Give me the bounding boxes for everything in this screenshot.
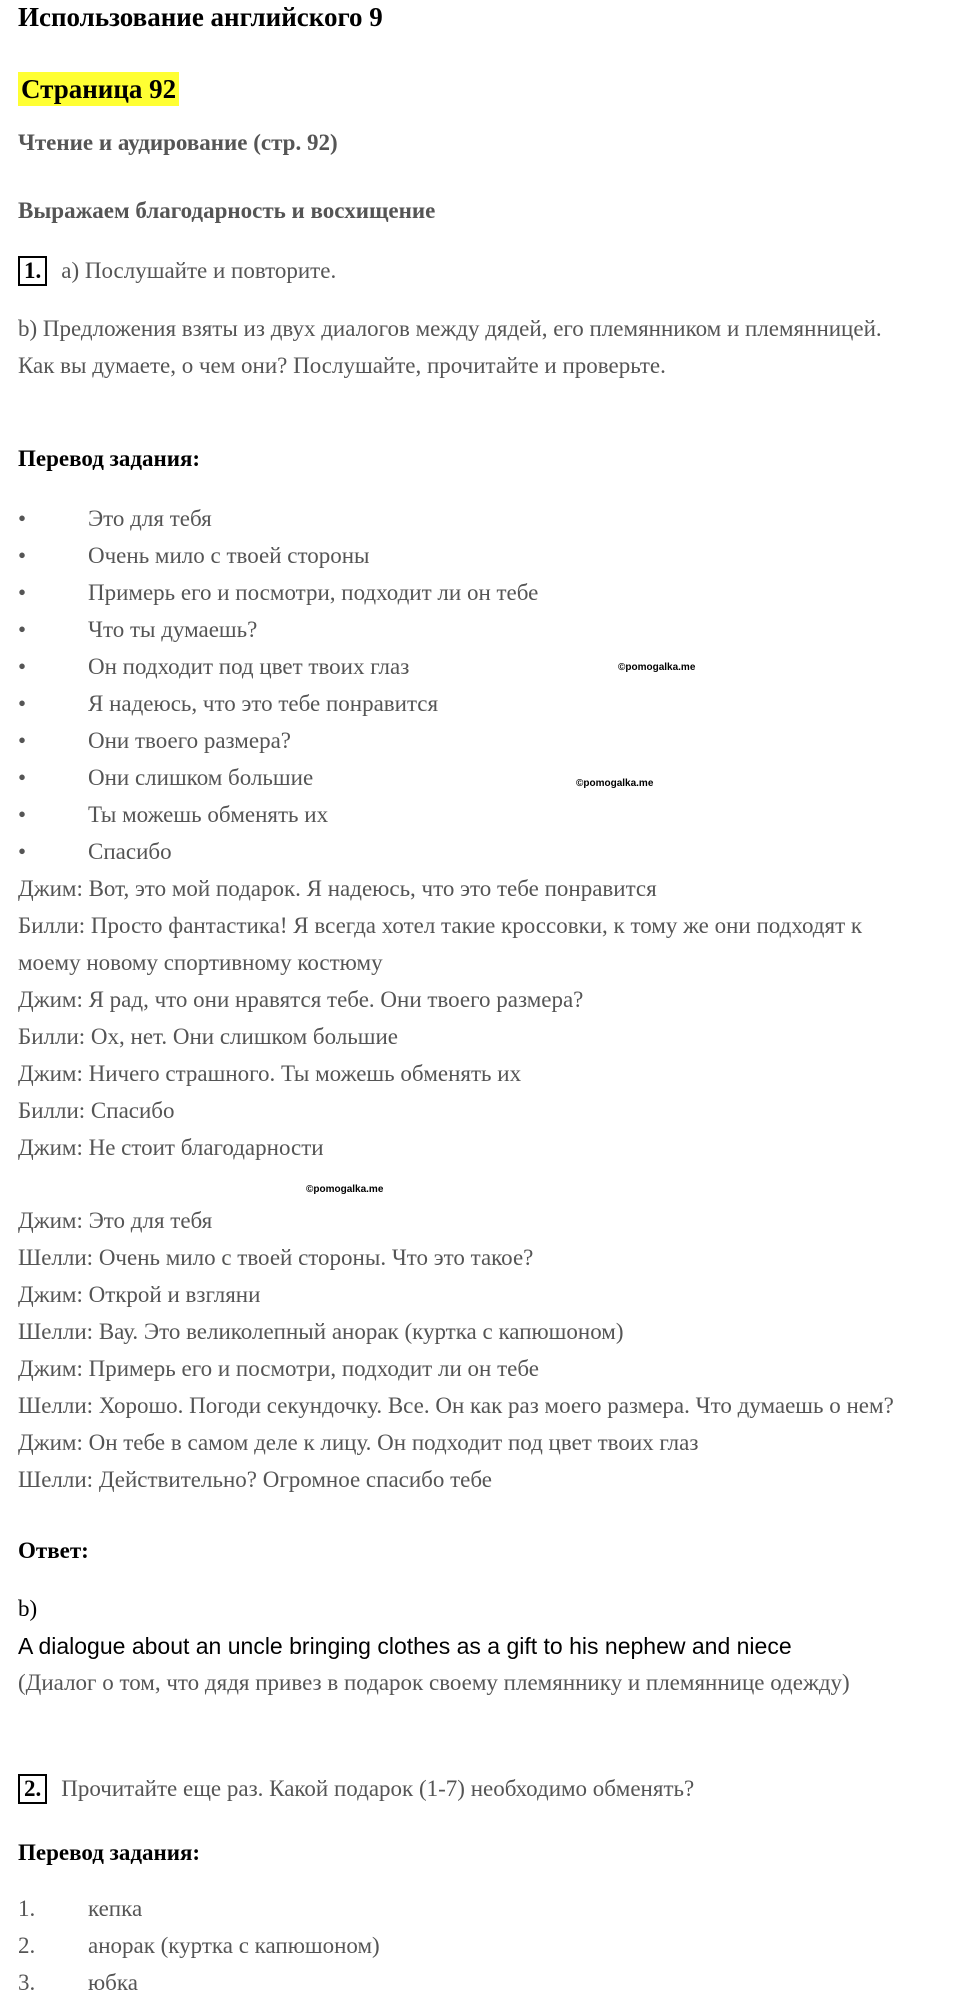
list-item: • Он подходит под цвет твоих глаз (18, 654, 410, 679)
list-item: • Они слишком большие (18, 765, 314, 790)
dialog-line: Джим: Это для тебя (18, 1208, 213, 1233)
dialog-line: Джим: Открой и взгляни (18, 1282, 261, 1307)
dialog-line: Джим: Ничего страшного. Ты можешь обменять их (18, 1061, 522, 1086)
exercise-2-header (18, 1774, 694, 1804)
gift-list (18, 1890, 380, 2001)
list-item: 1. кепка (18, 1896, 143, 1921)
page-label: Страница 92 (18, 72, 179, 106)
list-item: 2. анорак (куртка с капюшоном) (18, 1933, 380, 1958)
dialog-2 (18, 1202, 923, 1498)
dialog-line: Шелли: Вау. Это великолепный анорак (куртка с капюшоном) (18, 1319, 624, 1344)
dialog-line: Джим: Вот, это мой подарок. Я надеюсь, что это тебе понравится (18, 876, 657, 901)
list-item: • Примерь его и посмотри, подходит ли он тебе (18, 580, 539, 605)
dialog-line: Шелли: Очень мило с твоей стороны. Что это такое? (18, 1245, 534, 1270)
list-item: • Они твоего размера? (18, 728, 291, 753)
dialog-line: Джим: Он тебе в самом деле к лицу. Он подходит под цвет твоих глаз (18, 1430, 699, 1455)
exercise-1-number: 1. (18, 256, 47, 286)
list-item: • Ты можешь обменять их (18, 802, 329, 827)
translation-heading-2: Перевод задания: (18, 1840, 201, 1865)
answer-russian: (Диалог о том, что дядя привез в подарок своему племяннику и племяннице одежду) (18, 1670, 850, 1695)
section-heading: Чтение и аудирование (стр. 92) (18, 130, 338, 155)
dialog-line: Шелли: Хорошо. Погоди секундочку. Все. Он как раз моего размера. Что думаешь о нем? (18, 1393, 894, 1418)
watermark: ©pomogalka.me (576, 778, 654, 789)
answer-heading: Ответ: (18, 1538, 89, 1563)
dialog-line: Джим: Я рад, что они нравятся тебе. Они твоего размера? (18, 987, 584, 1012)
dialog-line: Джим: Примерь его и посмотри, подходит ли он тебе (18, 1356, 539, 1381)
dialog-line: Билли: Ох, нет. Они слишком большие (18, 1024, 399, 1049)
dialog-line: Джим: Не стоит благодарности (18, 1135, 324, 1160)
exercise-2-number: 2. (18, 1774, 47, 1804)
list-item: 3. юбка (18, 1970, 138, 1995)
list-item: • Очень мило с твоей стороны (18, 543, 370, 568)
dialog-1 (18, 870, 923, 1166)
topic-heading: Выражаем благодарность и восхищение (18, 198, 436, 223)
phrase-list (18, 500, 538, 870)
list-item: • Я надеюсь, что это тебе понравится (18, 691, 439, 716)
dialog-line: Билли: Просто фантастика! Я всегда хотел такие кроссовки, к тому же они подходят к моему новому спортивному костюму (18, 913, 863, 975)
exercise-1-part-a: a) Послушайте и повторите. (61, 258, 337, 283)
answer-english: A dialogue about an uncle bringing clothes as a gift to his nephew and niece (18, 1633, 792, 1659)
answer-label: b) (18, 1596, 38, 1621)
list-item: • Это для тебя (18, 506, 212, 531)
translation-heading: Перевод задания: (18, 446, 201, 471)
document-title: Использование английского 9 (18, 2, 383, 32)
dialog-line: Шелли: Действительно? Огромное спасибо тебе (18, 1467, 492, 1492)
exercise-1-header (18, 256, 336, 286)
watermark: ©pomogalka.me (618, 662, 696, 673)
list-item: • Что ты думаешь? (18, 617, 258, 642)
dialog-line: Билли: Спасибо (18, 1098, 175, 1123)
exercise-2-task: Прочитайте еще раз. Какой подарок (1-7) необходимо обменять? (61, 1776, 695, 1801)
exercise-1-part-b: b) Предложения взяты из двух диалогов между дядей, его племянником и племянницей. Как вы думаете, о чем они? Послушайте, прочитайте и проверьте. (18, 316, 882, 378)
list-item: • Спасибо (18, 839, 172, 864)
watermark: ©pomogalka.me (306, 1184, 384, 1195)
